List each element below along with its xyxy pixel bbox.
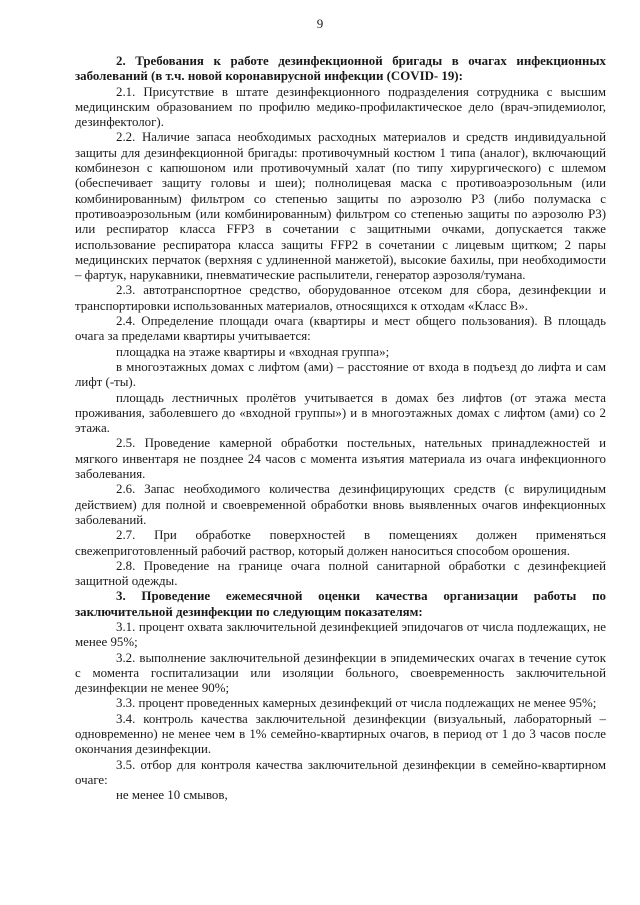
paragraph-2-8: 2.8. Проведение на границе очага полной санитарной обработки с дезинфекцией защитной одежды. — [75, 558, 606, 589]
document-body — [75, 54, 606, 804]
paragraph-3-1: 3.1. процент охвата заключительной дезинфекцией эпидочагов от числа подлежащих, не менее 95%; — [75, 619, 606, 650]
paragraph-3-5: 3.5. отбор для контроля качества заключительной дезинфекции в семейно-квартирном очаге: — [75, 757, 606, 787]
paragraph-2-2: 2.2. Наличие запаса необходимых расходных материалов и средств индивидуальной защиты для дезинфекционной бригады: противочумный костюм 1 типа (аналог), включающий комбинезон с капюшоном или противочумный халат (по типу хирургического) с шлемом (обеспечивает защиту головы и шеи); полнолицевая маска с противоаэрозольным (или комбинированным) фильтром со степенью защиты по аэрозолю Р3 (либо полумаска с противоаэрозольным (или комбинированным) фильтром со степенью защиты по аэрозолю Р3) или респиратор класса FFP3 в сочетании с защитными очками, допускается также использование респиратора класса защиты FFP2 в сочетании с лицевым щитком; 2 пары медицинских перчаток (верхняя с удлиненной манжетой), высокие бахилы, при необходимости – фартук, нарукавники, пневматические распылители, генератор аэрозоля/тумана. — [75, 130, 606, 283]
section-2-heading: 2. Требования к работе дезинфекционной бригады в очагах инфекционных заболеваний (в т.ч. новой коронавирусной инфекции (COVID- 19): — [75, 54, 606, 84]
paragraph-3-3: 3.3. процент проведенных камерных дезинфекций от числа подлежащих не менее 95%; — [116, 696, 597, 711]
list-item-stairs: площадь лестничных пролётов учитывается в домах без лифтов (от этажа места проживания, заболевшего до «входной группы») и в многоэтажных домах с лифтом (ами) со 2 этажа. — [75, 390, 606, 436]
paragraph-2-3: 2.3. автотранспортное средство, оборудованное отсеком для сбора, дезинфекции и транспортировки использованных материалов, относящихся к отходам «Класс В». — [75, 283, 606, 313]
list-item-swabs: не менее 10 смывов, — [116, 788, 228, 803]
paragraph-3-4: 3.4. контроль качества заключительной дезинфекции (визуальный, лабораторный – одновременно) не менее чем в 1% семейно-квартирных очагов, в период от 1 до 3 часов после окончания дезинфекции. — [75, 711, 606, 757]
page-number: 9 — [316, 16, 324, 31]
paragraph-2-1: 2.1. Присутствие в штате дезинфекционного подразделения сотрудника с высшим медицинским образованием по профилю медико-профилактическое дело (врач-эпидемиолог, дезинфектолог). — [75, 84, 606, 130]
list-item-elevator: в многоэтажных домах с лифтом (ами) – расстояние от входа в подъезд до лифта и сам лифт (-ты). — [75, 359, 606, 390]
paragraph-2-7: 2.7. При обработке поверхностей в помещениях должен применяться свежеприготовленный рабочий раствор, который должен наноситься способом орошения. — [75, 528, 606, 558]
paragraph-2-4: 2.4. Определение площади очага (квартиры и мест общего пользования). В площадь очага за пределами квартиры учитывается: — [75, 314, 606, 344]
paragraph-2-6: 2.6. Запас необходимого количества дезинфицирующих средств (с вирулицидным действием) для полной и своевременной обработки вновь выявленных очагов инфекционных заболеваний. — [75, 482, 606, 527]
section-3-heading: 3. Проведение ежемесячной оценки качества организации работы по заключительной дезинфекции по следующим показателям: — [75, 589, 606, 619]
paragraph-3-2: 3.2. выполнение заключительной дезинфекции в эпидемических очагах в течение суток с момента госпитализации или изоляции больного, своевременность заключительной дезинфекции не менее 90%; — [75, 650, 606, 696]
paragraph-2-5: 2.5. Проведение камерной обработки постельных, нательных принадлежностей и мягкого инвентаря не позднее 24 часов с момента изъятия материала из очага инфекционного заболевания. — [75, 436, 606, 482]
list-item-landing: площадка на этаже квартиры и «входная группа»; — [116, 344, 390, 359]
